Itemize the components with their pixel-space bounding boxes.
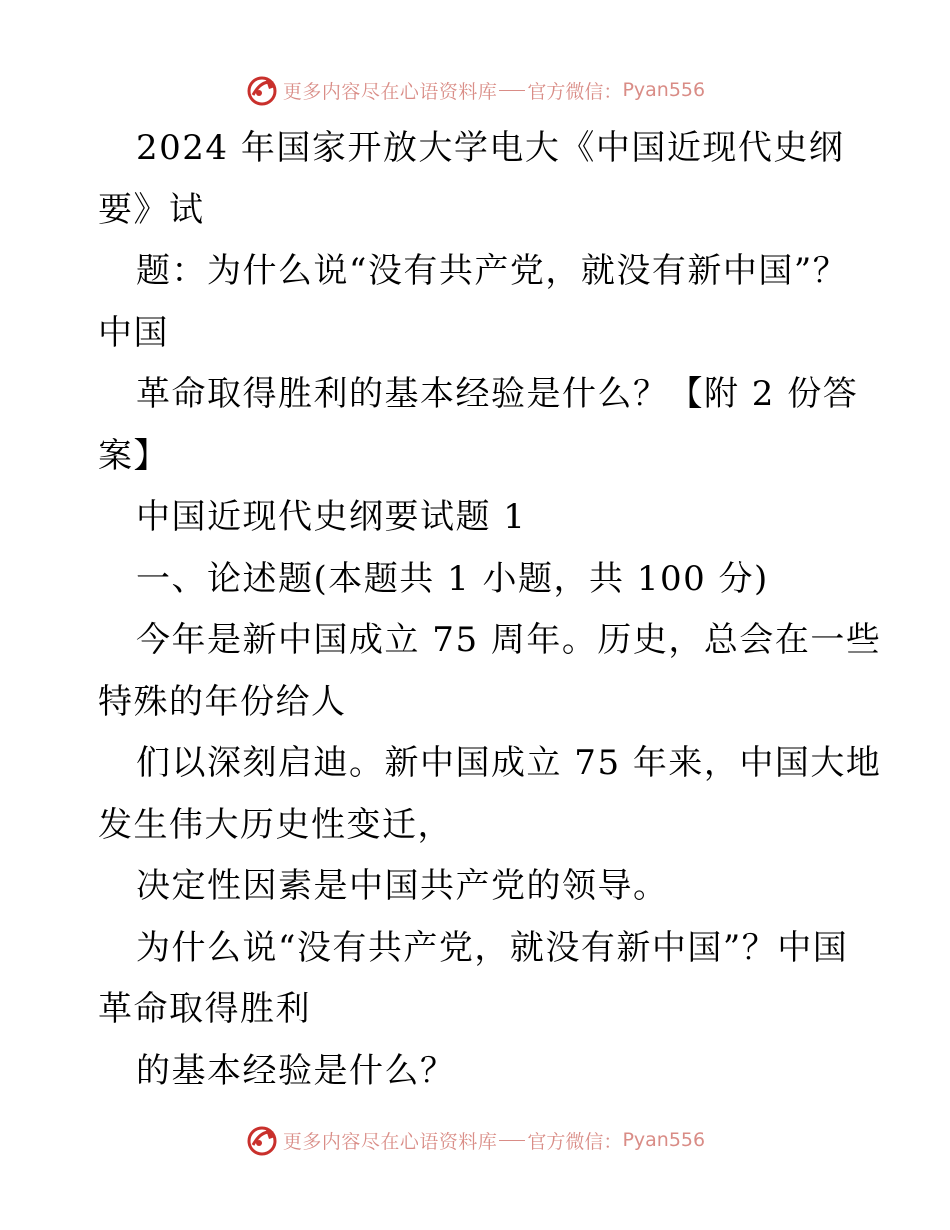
- watermark-text: 更多内容尽在心语资料库: [282, 1130, 498, 1153]
- exam-heading: 中国近现代史纲要试题 1: [136, 497, 527, 537]
- red-seal-logo-icon: [245, 1123, 279, 1157]
- paragraph-line: 特殊的年份给人: [98, 681, 347, 722]
- title-line-1: 2024 年国家开放大学电大《中国近现代史纲: [136, 128, 845, 168]
- header-watermark: [0, 70, 950, 110]
- document-body: [98, 118, 882, 1102]
- watermark-dash: [499, 1140, 525, 1141]
- watermark-label: 官方微信：: [527, 1130, 623, 1153]
- title-line-3: 题：为什么说“没有共产党，就没有新中国”？: [136, 251, 849, 291]
- question-line: 革命取得胜利: [98, 989, 311, 1029]
- question-line: 的基本经验是什么？: [136, 1050, 456, 1091]
- section-heading: 一、论述题(本题共 1 小题，共 100 分): [136, 558, 769, 599]
- paragraph-line: 发生伟大历史性变迁，: [98, 804, 453, 845]
- watermark-label: 官方微信：: [527, 80, 623, 103]
- paragraph-line: 决定性因素是中国共产党的领导。: [136, 866, 669, 906]
- question-line: 为什么说“没有共产党，就没有新中国”？中国: [136, 927, 849, 968]
- watermark-dash: [499, 90, 525, 91]
- red-seal-logo-icon: [245, 73, 279, 107]
- watermark-text: 更多内容尽在心语资料库: [282, 80, 498, 103]
- title-line-5: 革命取得胜利的基本经验是什么？【附 2 份答: [136, 374, 859, 414]
- title-line-2: 要》试: [98, 189, 205, 230]
- watermark-wechat-id: Pyan556: [622, 79, 706, 101]
- watermark-wechat-id: Pyan556: [622, 1129, 706, 1151]
- paragraph-line: 们以深刻启迪。新中国成立 75 年来，中国大地: [136, 743, 882, 783]
- footer-watermark: [0, 1120, 950, 1160]
- title-line-4: 中国: [98, 312, 169, 353]
- title-line-6: 案】: [98, 435, 169, 476]
- paragraph-line: 今年是新中国成立 75 周年。历史，总会在一些: [136, 620, 882, 660]
